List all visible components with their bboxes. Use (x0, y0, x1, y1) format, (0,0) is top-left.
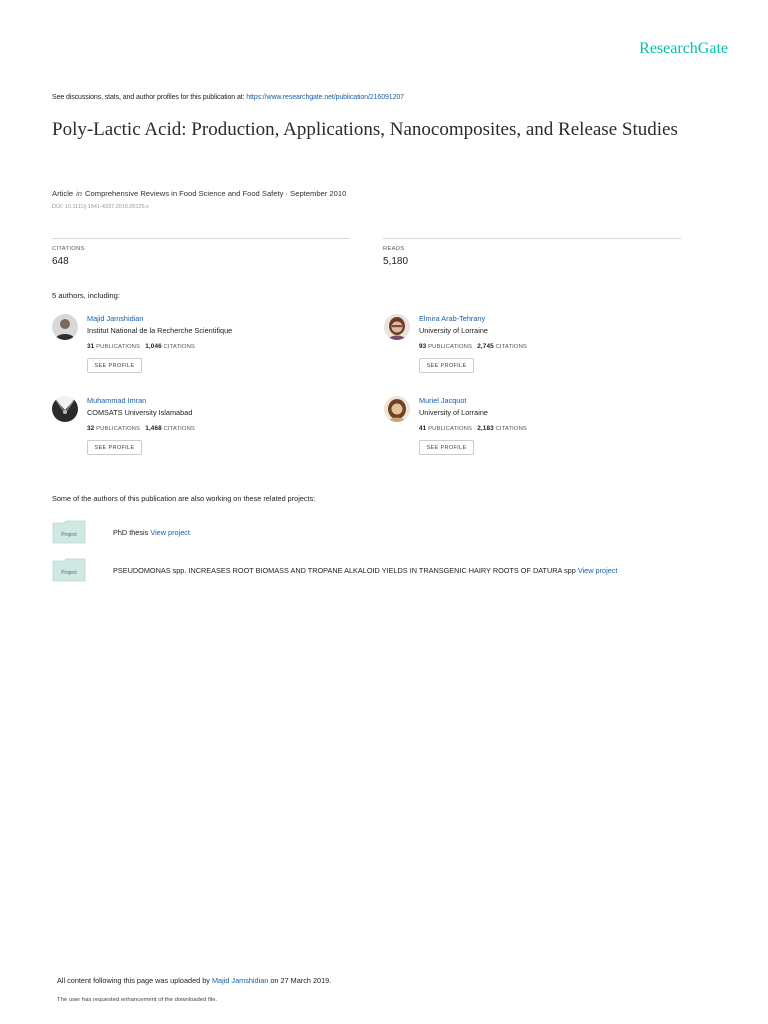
researchgate-logo[interactable]: ResearchGate (639, 40, 728, 57)
enhancement-note: The user has requested enhancement of the downloaded file. (57, 997, 218, 1003)
project-folder-icon (52, 558, 86, 582)
reads-divider (383, 238, 681, 239)
author-stats (419, 343, 527, 350)
citations-label: CITATIONS (52, 246, 85, 252)
publications-label: PUBLICATIONS (96, 344, 141, 350)
publication-title: Poly-Lactic Acid: Production, Applications, Nanocomposites, and Release Studies (52, 119, 678, 140)
project-row (52, 520, 692, 546)
project-title: PhD thesis (113, 528, 149, 537)
discussion-line (52, 94, 404, 101)
author-institution: University of Lorraine (419, 408, 488, 417)
author-name-link[interactable]: Muhammad Imran (87, 396, 147, 405)
avatar[interactable] (384, 314, 410, 340)
avatar[interactable] (52, 314, 78, 340)
author-name-link[interactable]: Elmira Arab-Tehrany (419, 314, 486, 323)
citations-count: 1,468 (145, 425, 162, 432)
author-institution: Institut National de la Recherche Scientifique (87, 326, 233, 335)
avatar[interactable] (52, 396, 78, 422)
authors-heading: 5 authors, including: (52, 291, 120, 300)
project-folder-icon (52, 520, 86, 544)
reads-label: READS (383, 246, 405, 252)
citations-count: 1,046 (145, 343, 162, 350)
publications-label: PUBLICATIONS (96, 426, 141, 432)
author-institution: University of Lorraine (419, 326, 488, 335)
upload-suffix: on 27 March 2019. (270, 976, 332, 985)
reads-value: 5,180 (383, 256, 409, 267)
doi-text: DOI: 10.1111/j.1541-4337.2010.00126.x (52, 204, 149, 210)
publications-count: 41 (419, 425, 427, 432)
view-project-link[interactable]: View project (150, 528, 190, 537)
author-card (384, 314, 704, 384)
project-badge: Project (61, 532, 77, 538)
citations-count: 2,183 (477, 425, 494, 432)
journal-name[interactable]: Comprehensive Reviews in Food Science and Food Safety · September 2010 (85, 189, 347, 198)
author-stats (87, 343, 195, 350)
publications-count: 32 (87, 425, 95, 432)
author-card (384, 396, 704, 466)
see-profile-button[interactable]: SEE PROFILE (87, 358, 142, 373)
publications-label: PUBLICATIONS (428, 344, 473, 350)
citations-label: CITATIONS (495, 426, 527, 432)
author-institution: COMSATS University Islamabad (87, 408, 193, 417)
in-word: in (76, 189, 83, 198)
publications-count: 93 (419, 343, 427, 350)
author-stats (87, 425, 195, 432)
upload-footer (57, 976, 331, 985)
author-name-link[interactable]: Majid Jamshidian (87, 314, 144, 323)
citations-divider (52, 238, 350, 239)
uploader-link[interactable]: Majid Jamshidian (211, 976, 269, 985)
see-profile-button[interactable]: SEE PROFILE (419, 440, 474, 455)
author-name-link[interactable]: Muriel Jacquot (419, 396, 467, 405)
citations-label: CITATIONS (163, 426, 195, 432)
discussion-text: See discussions, stats, and author profiles for this publication at: (52, 94, 245, 101)
publications-label: PUBLICATIONS (428, 426, 473, 432)
author-card (52, 396, 372, 466)
article-type: Article (52, 189, 74, 198)
citations-count: 2,745 (477, 343, 494, 350)
project-text (113, 528, 190, 537)
author-card (52, 314, 372, 384)
project-title: PSEUDOMONAS spp. INCREASES ROOT BIOMASS AND TROPANE ALKALOID YIELDS IN TRANSGENIC HAIRY ROOTS OF DATURA spp (113, 566, 576, 575)
avatar[interactable] (384, 396, 410, 422)
publications-count: 31 (87, 343, 95, 350)
see-profile-button[interactable]: SEE PROFILE (419, 358, 474, 373)
related-projects-heading: Some of the authors of this publication are also working on these related projects: (52, 494, 316, 503)
citations-value: 648 (52, 256, 69, 267)
project-row (52, 558, 692, 584)
author-stats (419, 425, 527, 432)
publication-url-link[interactable]: https://www.researchgate.net/publication/216091207 (246, 94, 404, 101)
upload-prefix: All content following this page was uploaded by (57, 976, 210, 985)
citations-label: CITATIONS (495, 344, 527, 350)
project-text (113, 566, 617, 575)
citations-label: CITATIONS (163, 344, 195, 350)
project-badge: Project (61, 570, 77, 576)
publication-meta (52, 189, 346, 198)
view-project-link[interactable]: View project (577, 566, 618, 575)
see-profile-button[interactable]: SEE PROFILE (87, 440, 142, 455)
